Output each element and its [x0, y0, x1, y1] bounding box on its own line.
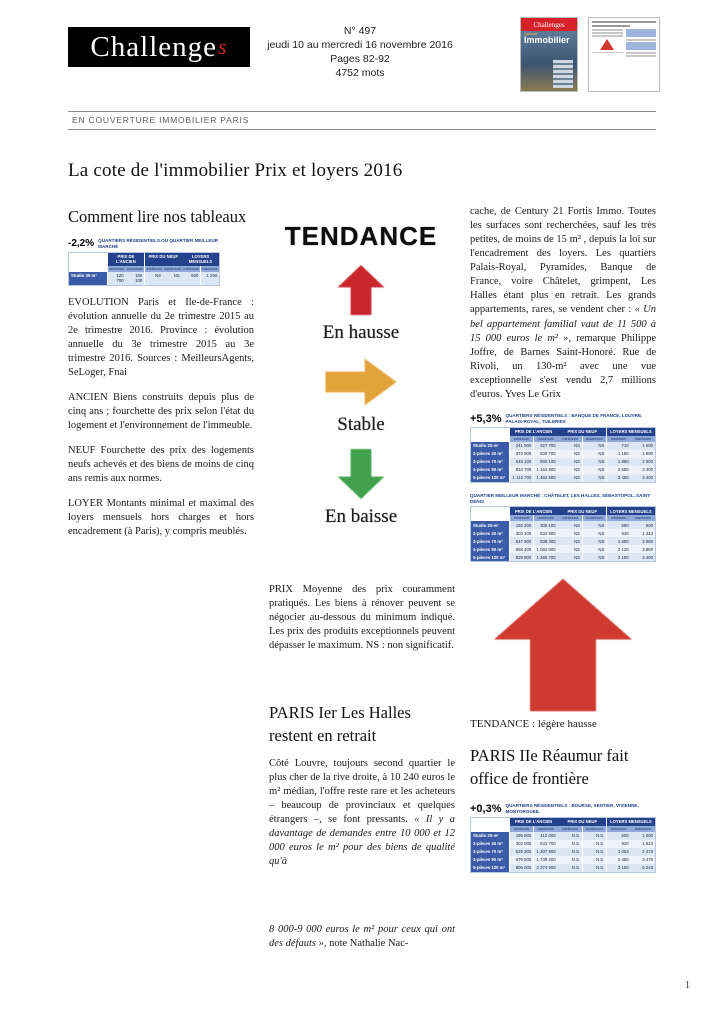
- cover-image: [521, 31, 577, 91]
- legend-paragraph-neuf: NEUF Fourchette des prix des logements neufs achevés et des biens de moins de cinq ans remis aux normes.: [68, 445, 254, 485]
- halles-heading: PARIS Ier Les Halles restent en retrait: [269, 703, 411, 746]
- preview-table: [626, 42, 657, 50]
- table-row: 5-pièces 120 m² 1 112 700 1 462 500 NS NS 3 450 4 400: [473, 475, 653, 481]
- issue-wordcount: 4752 mots: [335, 67, 385, 79]
- left-column: [68, 205, 254, 551]
- preview-table: [626, 29, 657, 37]
- big-arrow-up-icon: [488, 576, 638, 714]
- legend-paragraph-loyer: LOYER Montants minimal et maximal des loyers mensuels hors charges et hors encadrement (à Paris), y compris meublés.: [68, 498, 254, 538]
- logo-text: Challenge: [90, 30, 217, 63]
- table-row: 2-pièces 40 m² 373 900 500 700 NS NS 1 160 1 690: [473, 451, 653, 457]
- table-row: 2-pièces 40 m² 303 100 532 900 NS NS 940 1 313: [473, 530, 653, 536]
- preview-title-line: [592, 25, 630, 27]
- meilleur-marche-1er-grid: PRIX DE L'ANCIEN PRIX DU NEUF LOYERS MENSUELS minimum maximum minimum maximum minimum maximum Studio 25 m² 193 200 305 100 NS NS 590 800 2-pièces 40 m² 303 100 532 900 NS NS 940 1 313 3-pièces 70 m² 547 500 938 300 NS NS 1 650 2 060 4-pièces 90 m² 668 400 1 082 000 NS NS 2 120 3 860 5-pièces 120 m² 829 800 1 280 700 NS NS 3 150 4 400: [470, 506, 656, 562]
- residentiels-1er-grid: PRIX DE L'ANCIEN PRIX DU NEUF LOYERS MENSUELS minimum maximum minimum maximum minimum maximum Studio 25 m² 241 900 327 700 NS NS 710 1 500 2-pièces 40 m² 373 900 500 700 NS NS 1 160 1 690 3-pièces 70 m² 648 100 900 100 NS NS 1 890 2 900 4-pièces 90 m² 834 700 1 152 900 NS NS 2 550 3 300 5-pièces 120 m² 1 112 700 1 462 500 NS NS 3 450 4 400: [470, 427, 656, 483]
- article-title: La cote de l'immobilier Prix et loyers 2016: [68, 160, 403, 181]
- cover-strip: Spécial: [524, 31, 538, 36]
- legend-paragraph-evolution: EVOLUTION Paris et Ile-de-France : évolution annuelle du 2e trimestre 2015 au 2e trimestre 2016. Province : évolution annuelle du 3e trimestre 2015 au 3e trimestre 2016. Sources : MeilleursAgents, SeLoger, Fnai: [68, 296, 254, 378]
- table-row: 4-pièces 90 m² 679 500 1 739 200 N.S. N.S. 2 450 3 470: [473, 857, 653, 863]
- arrow-up-icon: [333, 264, 389, 316]
- legend-paragraph-ancien: ANCIEN Biens construits depuis plus de cinq ans ; fourchette des prix selon l'état du logement et l'environnement de l'immeuble.: [68, 391, 254, 432]
- magazine-cover-thumbnail: [520, 17, 578, 92]
- right-column: [470, 205, 656, 873]
- table-row: 3-pièces 70 m² 529 300 1 307 500 N.S. N.S. 1 063 2 473: [473, 849, 653, 855]
- residentiels-2e-title: QUARTIERS RÉSIDENTIELS : BOURSE, SENTIER, VIVIENNE, MONTORGUEIL: [505, 802, 639, 814]
- table-row: 5-pièces 120 m² 806 000 2 374 900 N.S. N.S. 3 150 6 243: [473, 865, 653, 871]
- preview-arrow-icon: [600, 39, 614, 50]
- residentiels-2e-grid: PRIX DE L'ANCIEN PRIX DU NEUF LOYERS MENSUELS minimum maximum minimum maximum minimum maximum Studio 25 m² 186 800 412 000 N.S. N.S. 600 1 000 2-pièces 40 m² 302 000 841 700 N.S. N.S. 920 1 513 3-pièces 70 m² 529 300 1 307 500 N.S. N.S. 1 063 2 473 4-pièces 90 m² 679 500 1 739 200 N.S. N.S. 2 450 3 470 5-pièces 120 m² 806 000 2 374 900 N.S. N.S. 3 150 6 243: [470, 817, 656, 873]
- table-row: 2-pièces 40 m² 302 000 841 700 N.S. N.S. 920 1 513: [473, 841, 653, 847]
- table-row: Studio 25 m² 193 200 305 100 NS NS 590 800: [473, 522, 653, 528]
- challenges-logo: [68, 27, 250, 67]
- table-row: 3-pièces 70 m² 648 100 900 100 NS NS 1 890 2 900: [473, 459, 653, 465]
- halles-paragraph-2: 8 000-9 000 euros le m² pour ceux qui ont des défauts », note Nathalie Nac-: [269, 924, 455, 950]
- reaumur-heading: PARIS IIe Réaumur fait office de frontière: [470, 746, 629, 789]
- legend-table-title: QUARTIERS RÉSIDENTIELS OU QUARTIER MEILLEUR MARCHÉ: [98, 238, 219, 249]
- residentiels-1er-table: [470, 413, 656, 483]
- tendance-caption: TENDANCE : légère hausse: [470, 718, 597, 731]
- legend-table-grid: PRIX DE L'ANCIEN PRIX DU NEUF LOYERS MENSUELS minimum maximum minimum maximum minimum maximum Studio 35 m² 120 700 166 100 NS NS 600 1 190: [68, 252, 220, 286]
- arrow-down-icon: [333, 448, 389, 500]
- tendance-label-hausse: En hausse: [322, 322, 400, 343]
- logo-s: s: [218, 34, 228, 59]
- preview-title-line: [592, 21, 656, 23]
- table-row: 3-pièces 70 m² 547 500 938 300 NS NS 1 650 2 060: [473, 538, 653, 544]
- meilleur-marche-1er-table: [470, 493, 656, 562]
- building-image: [553, 60, 573, 88]
- section-kicker: EN COUVERTURE IMMOBILIER PARIS: [68, 111, 656, 130]
- page-number: 1: [685, 980, 690, 991]
- halles-paragraph-1: Côté Louvre, toujours second quartier le plus cher de la rive droite, à 10 240 euros le m² médian, l'offre reste rare et les acheteurs – beaucoup de provinciaux et quelques étrangers –, se font pressants. « Il y a davantage de demandes entre 10 000 et 12 000 euros le m² pour des biens de qualité qu'à: [269, 758, 455, 868]
- table-row: 4-pièces 90 m² 834 700 1 152 900 NS NS 2 550 3 300: [473, 467, 653, 473]
- lead-paragraph: cache, de Century 21 Fortis Immo. Toutes les surfaces sont recherchées, sauf les très petites, de moins de 15 m² , depuis la loi sur l'encadrement des loyers. Les quartiers Palais-Royal, Pyramides, Banque de France, voire Châtelet, grimpent, Les Halles étant plus en retrait. Les grands appartements, rares, se vendent cher : « Un bel appartement familial vaut de 11 500 à 15 000 euros le m² », remarque Philippe Joffre, de Barnes Saint-Honoré. Rue de Rivoli, un 130-m² avec une vue exceptionnelle s'est vendu 2,7 millions d'euros. Yves Le Grix: [470, 206, 656, 400]
- issue-pages: Pages 82-92: [330, 53, 390, 65]
- cover-title: Immobilier: [524, 35, 570, 45]
- residentiels-2e-percent: +0,3%: [470, 802, 502, 815]
- table-row: 4-pièces 90 m² 668 400 1 082 000 NS NS 2 120 3 860: [473, 546, 653, 552]
- arrow-right-icon: [324, 356, 398, 408]
- middle-column: [269, 205, 455, 1005]
- residentiels-1er-percent: +5,3%: [470, 412, 502, 425]
- table-row: Studio 25 m² 241 900 327 700 NS NS 710 1 500: [473, 443, 653, 449]
- table-row: Studio 25 m² 186 800 412 000 N.S. N.S. 600 1 000: [473, 833, 653, 839]
- prix-paragraph: PRIX Moyenne des prix couramment pratiqués. Les biens à rénover peuvent se négocier au-dessous du minimum indiqué. Les prix des produits exceptionnels peuvent dépasser le maximum. NS : non significatif.: [269, 584, 455, 652]
- meilleur-marche-1er-title: QUARTIER MEILLEUR MARCHÉ : CHÂTELET, LES HALLES, SÉBASTOPOL, SAINT-DENIS: [470, 492, 652, 504]
- residentiels-1er-title: QUARTIERS RÉSIDENTIELS : BANQUE DE FRANCE, LOUVRE, PALAIS-ROYAL, TUILERIES: [505, 413, 643, 424]
- howto-heading: Comment lire nos tableaux: [68, 207, 247, 226]
- issue-date: jeudi 10 au mercredi 16 novembre 2016: [267, 39, 453, 51]
- legend-table: [68, 238, 220, 285]
- article-preview-thumbnail: [588, 17, 660, 92]
- issue-info: [255, 24, 465, 80]
- table-row: 5-pièces 120 m² 829 800 1 280 700 NS NS 3 150 4 400: [473, 554, 653, 560]
- issue-number: N° 497: [343, 25, 377, 37]
- table-row: Studio 35 m² 120 700 166 100 NS NS 600 1 190: [69, 272, 219, 285]
- tendance-label-baisse: En baisse: [324, 506, 398, 527]
- residentiels-2e-table: [470, 803, 656, 873]
- tendance-title: TENDANCE: [284, 221, 438, 251]
- tendance-label-stable: Stable: [337, 414, 385, 435]
- tendance-legend: [275, 221, 447, 528]
- legend-percent: -2,2%: [68, 238, 95, 250]
- cover-masthead: Challenges: [521, 18, 577, 31]
